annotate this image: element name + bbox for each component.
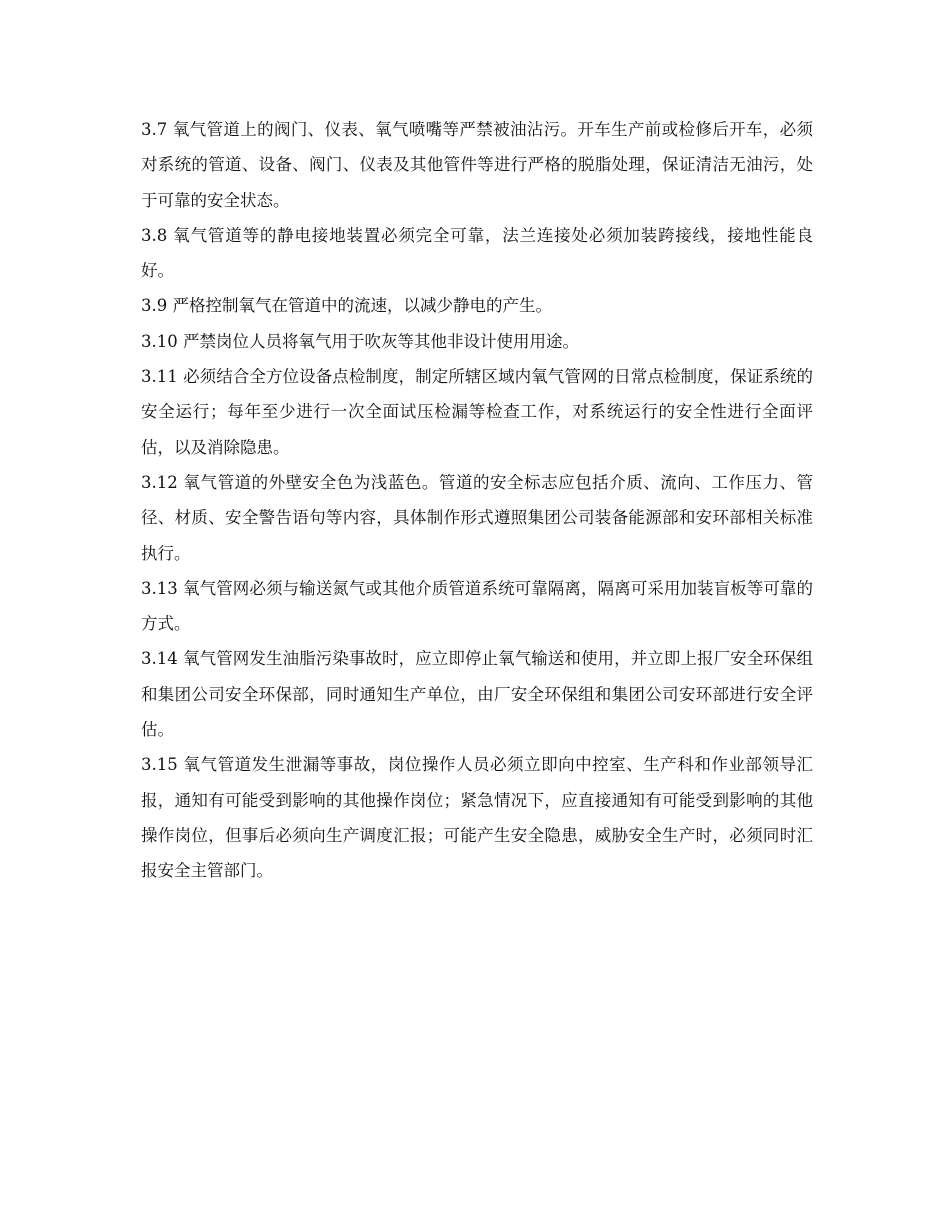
paragraph-3-9: 3.9 严格控制氧气在管道中的流速，以减少静电的产生。	[141, 296, 552, 316]
paragraph-3-10: 3.10 严禁岗位人员将氧气用于吹灰等其他非设计使用用途。	[141, 331, 579, 351]
paragraph-3-8: 3.8 氧气管道等的静电接地装置必须完全可靠，法兰连接处必须加装跨接线，接地性能良好。	[141, 225, 813, 281]
document-body	[141, 112, 813, 889]
paragraph-3-14: 3.14 氧气管网发生油脂污染事故时，应立即停止氧气输送和使用，并立即上报厂安全环保组和集团公司安全环保部，同时通知生产单位，由厂安全环保组和集团公司安环部进行安全评估。	[141, 649, 813, 740]
paragraph-3-11: 3.11 必须结合全方位设备点检制度，制定所辖区域内氧气管网的日常点检制度，保证系统的安全运行；每年至少进行一次全面试压检漏等检查工作，对系统运行的安全性进行全面评估，以及消除隐患。	[141, 367, 813, 457]
paragraph-3-15: 3.15 氧气管道发生泄漏等事故，岗位操作人员必须立即向中控室、生产科和作业部领导汇报，通知有可能受到影响的其他操作岗位；紧急情况下，应直接通知有可能受到影响的其他操作岗位，但事后必须向生产调度汇报；可能产生安全隐患，威胁安全生产时，必须同时汇报安全主管部门。	[141, 755, 813, 881]
paragraph-3-12: 3.12 氧气管道的外壁安全色为浅蓝色。管道的安全标志应包括介质、流向、工作压力、管径、材质、安全警告语句等内容，具体制作形式遵照集团公司装备能源部和安环部相关标准执行。	[141, 472, 813, 563]
paragraph-3-13: 3.13 氧气管网必须与输送氮气或其他介质管道系统可靠隔离，隔离可采用加装盲板等可靠的方式。	[141, 578, 813, 634]
paragraph-3-7: 3.7 氧气管道上的阀门、仪表、氧气喷嘴等严禁被油沾污。开车生产前或检修后开车，必须对系统的管道、设备、阀门、仪表及其他管件等进行严格的脱脂处理，保证清洁无油污，处于可靠的安全状态。	[141, 120, 813, 210]
